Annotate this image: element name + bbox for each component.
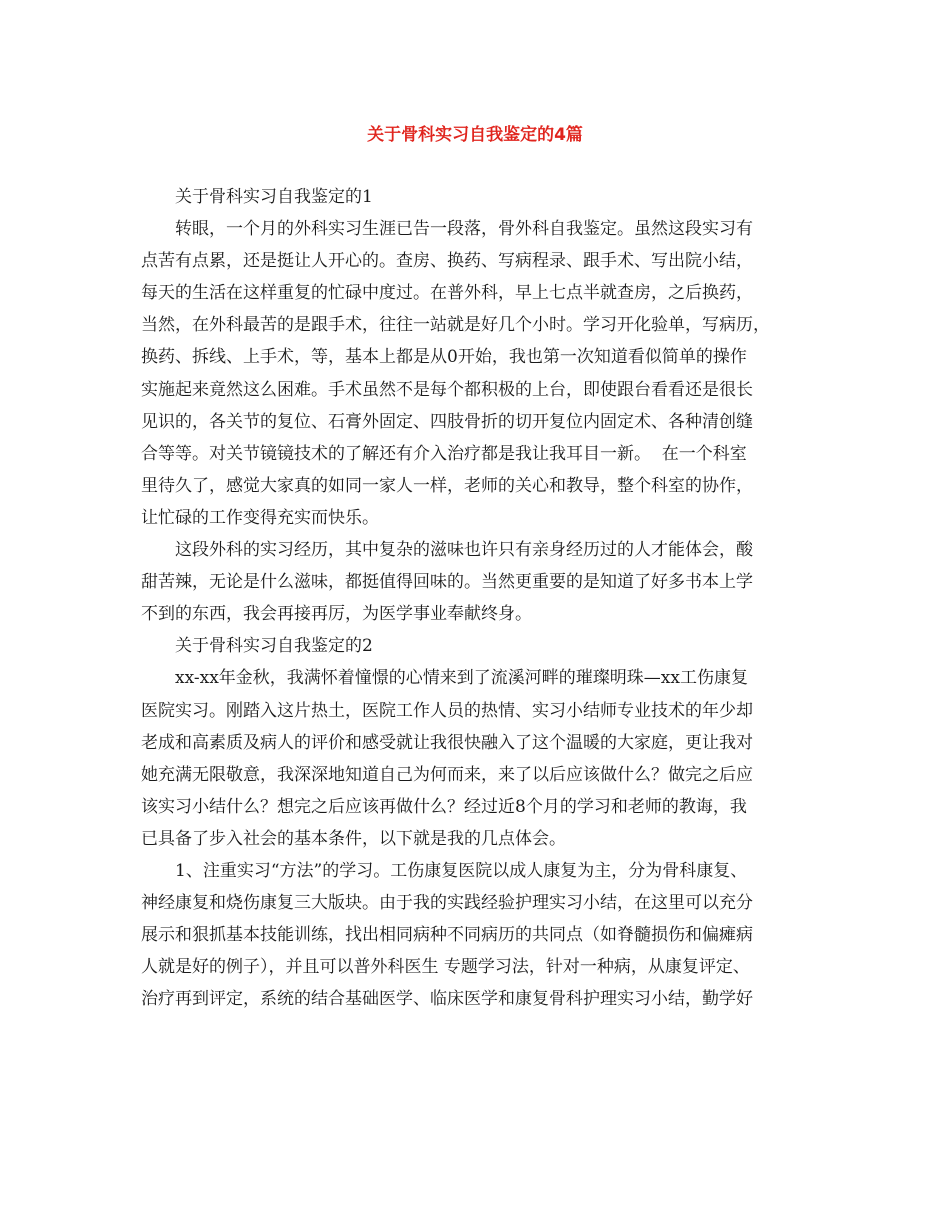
text-line: 当然，在外科最苦的是跟手术，往往一站就是好几个小时。学习开化验单，写病历， (141, 315, 770, 336)
text-line: 治疗再到评定，系统的结合基础医学、临床医学和康复骨科护理实习小结，勤学好 (141, 989, 753, 1010)
text-line: 已具备了步入社会的基本条件，以下就是我的几点体会。 (141, 828, 566, 849)
text-line: 合等等。对关节镜镜技术的了解还有介入治疗都是我让我耳目一新。 在一个科室 (141, 443, 747, 464)
document-body (141, 181, 821, 1015)
text-line: 医院实习。刚踏入这片热土，医院工作人员的热情、实习小结师专业技术的年少却 (141, 700, 753, 721)
text-line: 这段外科的实习经历，其中复杂的滋味也许只有亲身经历过的人才能体会，酸 (175, 540, 753, 561)
text-line: xx-xx年金秋，我满怀着憧憬的心情来到了流溪河畔的璀璨明珠—xx工伤康复 (175, 668, 748, 689)
text-line: 转眼，一个月的外科实习生涯已告一段落，骨外科自我鉴定。虽然这段实习有 (175, 219, 753, 240)
text-line: 关于骨科实习自我鉴定的1 (175, 187, 373, 207)
text-line: 展示和狠抓基本技能训练，找出相同病种不同病历的共同点（如脊髓损伤和偏瘫病 (141, 925, 753, 946)
text-line: 老成和高素质及病人的评价和感受就让我很快融入了这个温暖的大家庭，更让我对 (141, 732, 753, 753)
text-line: 每天的生活在这样重复的忙碌中度过。在普外科，早上七点半就查房，之后换药， (141, 283, 753, 304)
text-line: 让忙碌的工作变得充实而快乐。 (141, 507, 379, 528)
text-line: 关于骨科实习自我鉴定的2 (175, 636, 373, 657)
text-line: 不到的东西，我会再接再厉，为医学事业奉献终身。 (141, 604, 532, 625)
text-line: 人就是好的例子），并且可以普外科医生 专题学习法，针对一种病，从康复评定、 (141, 957, 750, 978)
text-line: 里待久了，感觉大家真的如同一家人一样，老师的关心和教导，整个科室的协作， (141, 475, 753, 496)
text-line: 见识的，各关节的复位、石膏外固定、四肢骨折的切开复位内固定术、各种清创缝 (141, 411, 753, 432)
text-line: 甜苦辣，无论是什么滋味，都挺值得回味的。当然更重要的是知道了好多书本上学 (141, 572, 753, 593)
text-line: 1、注重实习“方法”的学习。工伤康复医院以成人康复为主，分为骨科康复、 (175, 860, 748, 881)
text-line: 换药、拆线、上手术，等，基本上都是从0开始，我也第一次知道看似简单的操作 (141, 347, 747, 368)
document-title: 关于骨科实习自我鉴定的4篇 (367, 125, 583, 145)
text-line: 实施起来竟然这么困难。手术虽然不是每个都积极的上台，即使跟台看看还是很长 (141, 379, 753, 400)
text-line: 她充满无限敬意，我深深地知道自己为何而来，来了以后应该做什么？做完之后应 (141, 764, 753, 785)
text-line: 该实习小结什么？想完之后应该再做什么？经过近8个月的学习和老师的教诲，我 (141, 796, 747, 817)
text-line: 神经康复和烧伤康复三大版块。由于我的实践经验护理实习小结，在这里可以充分 (141, 893, 753, 914)
text-line: 点苦有点累，还是挺让人开心的。查房、换药、写病程录、跟手术、写出院小结， (141, 251, 753, 272)
